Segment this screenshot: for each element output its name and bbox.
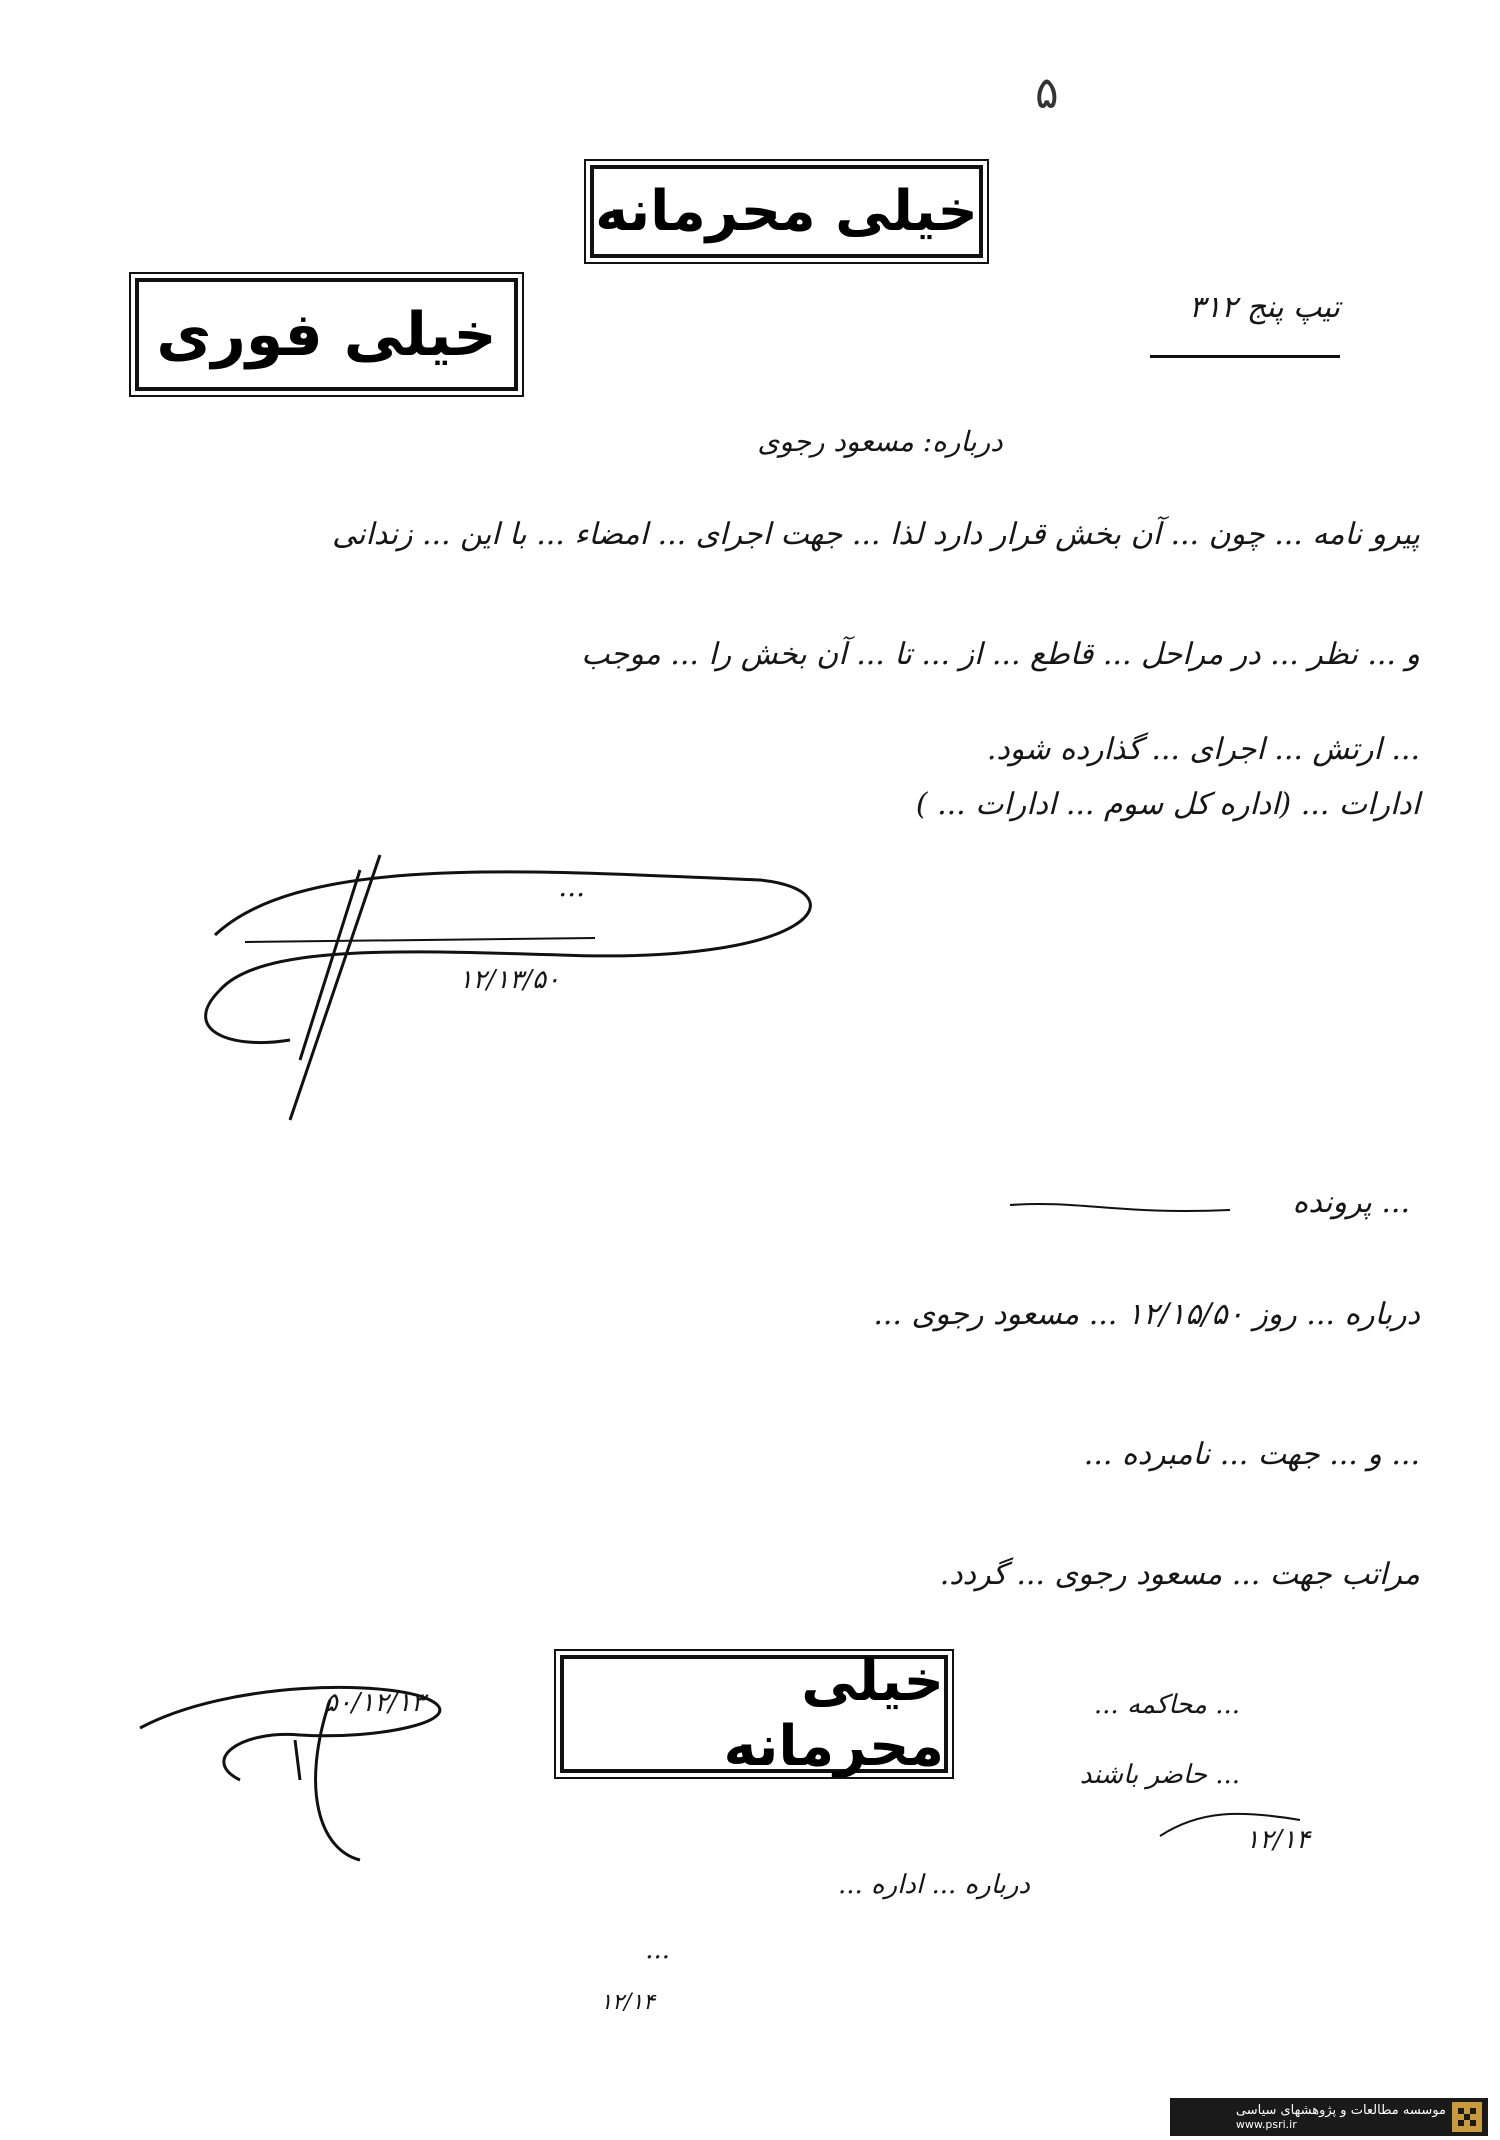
signature-1-date: ۱۲/۱۳/۵۰ [458, 965, 560, 995]
margin-note-date: ۱۲/۱۴ [1245, 1825, 1310, 1855]
footer-institute-name: موسسه مطالعات و پژوهشهای سیاسی [1235, 2102, 1446, 2118]
margin-note-line-1: ... محاکمه ... [1093, 1690, 1240, 1720]
paragraph-1-line-4: ادارات ... (اداره کل سوم ... ادارات ... ) [915, 787, 1420, 822]
paragraph-1-line-3: ... ارتش ... اجرای ... گذارده شود. [986, 732, 1420, 767]
classification-stamp-top: خیلی محرمانه [590, 165, 983, 258]
archive-note: درباره ... اداره ... [837, 1870, 1030, 1900]
page-number: ۵ [1035, 68, 1059, 119]
classification-stamp-bottom: خیلی محرمانه [560, 1655, 948, 1773]
institute-logo-icon [1452, 2102, 1482, 2132]
paragraph-2-line-2: ... و ... جهت ... نامبرده ... [1083, 1437, 1420, 1472]
archive-footer [1170, 2098, 1488, 2136]
paragraph-2-heading: ... پرونده [1292, 1185, 1410, 1220]
urgency-stamp: خیلی فوری [135, 278, 518, 391]
paragraph-2-line-3: مراتب جهت ... مسعود رجوی ... گردد. [939, 1557, 1420, 1592]
paragraph-1-line-2: و ... نظر ... در مراحل ... قاطع ... از ... تا ... آن بخش را ... موجب [581, 637, 1420, 672]
margin-note-line-2: ... حاضر باشند [1079, 1760, 1240, 1790]
paragraph-2-line-1: درباره ... روز ۱۲/۱۵/۵۰ ... مسعود رجوی ... [873, 1297, 1420, 1332]
signature-1-text: ... [558, 870, 585, 903]
paragraph-1-line-1: پیرو نامه ... چون ... آن بخش قرار دارد لذا ... جهت اجرای ... امضاء ... با این ... زندانی [332, 517, 1420, 552]
archive-note-date: ۱۲/۱۴ [600, 1990, 655, 2015]
subject-line: درباره: مسعود رجوی [757, 425, 1003, 458]
signature-2-date: ۵۰/۱۲/۱۳ [323, 1688, 425, 1718]
reference-number: تیپ پنج ۳۱۲ [1188, 290, 1340, 325]
footer-url: www.psri.ir [1235, 2118, 1297, 2132]
archive-note-signature: ... [645, 1935, 670, 1965]
